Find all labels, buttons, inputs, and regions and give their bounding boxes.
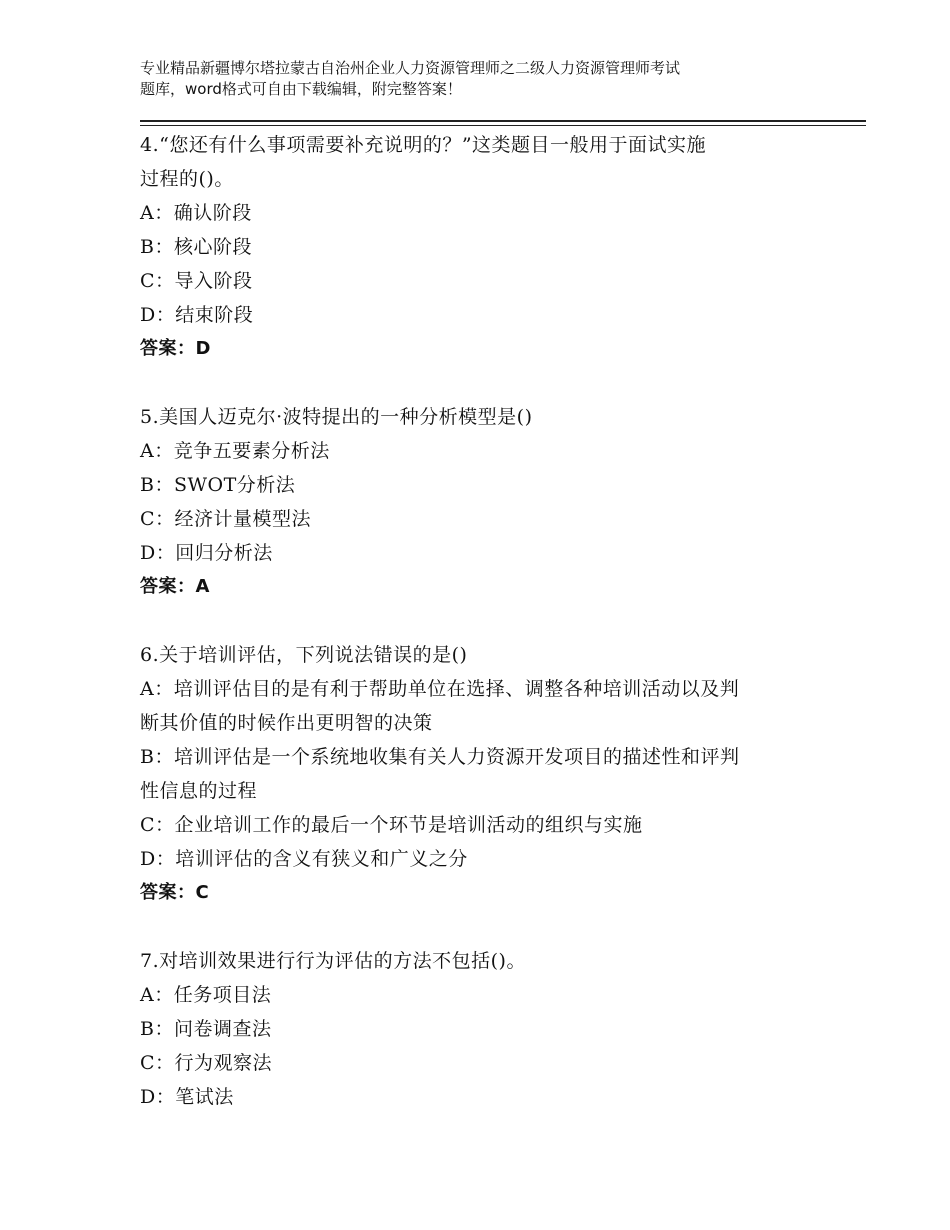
- header-line-1: 专业精品新疆博尔塔拉蒙古自治州企业人力资源管理师之二级人力资源管理师考试: [140, 59, 681, 77]
- question-stem: 7.对培训效果进行行为评估的方法不包括()。: [140, 950, 526, 972]
- answer-label: 答案：A: [140, 576, 210, 597]
- option-a: A：培训评估目的是有利于帮助单位在选择、调整各种培训活动以及判: [140, 678, 740, 700]
- option-c: C：企业培训工作的最后一个环节是培训活动的组织与实施: [140, 814, 643, 836]
- answer-label: 答案：D: [140, 338, 211, 359]
- question-4: [140, 128, 820, 366]
- question-stem: 4.“您还有什么事项需要补充说明的？”这类题目一般用于面试实施: [140, 134, 707, 156]
- option-d: D：笔试法: [140, 1086, 234, 1108]
- option-b-continued: 性信息的过程: [140, 780, 258, 802]
- option-a: A：确认阶段: [140, 202, 252, 224]
- option-d: D：结束阶段: [140, 304, 254, 326]
- option-b: B：SWOT分析法: [140, 474, 296, 496]
- option-a-continued: 断其价值的时候作出更明智的决策: [140, 712, 433, 734]
- question-7: [140, 944, 820, 1114]
- question-6: [140, 638, 820, 910]
- option-a: A：竞争五要素分析法: [140, 440, 330, 462]
- option-c: C：行为观察法: [140, 1052, 273, 1074]
- question-stem: 6.关于培训评估，下列说法错误的是(): [140, 644, 468, 666]
- option-d: D：回归分析法: [140, 542, 273, 564]
- option-a: A：任务项目法: [140, 984, 272, 1006]
- page-header: [140, 58, 840, 100]
- header-line-2: 题库，word格式可自由下载编辑，附完整答案！: [140, 80, 462, 98]
- option-c: C：导入阶段: [140, 270, 253, 292]
- header-divider-thin: [140, 125, 866, 126]
- option-d: D：培训评估的含义有狭义和广义之分: [140, 848, 468, 870]
- question-stem: 过程的()。: [140, 168, 234, 190]
- answer-label: 答案：C: [140, 882, 210, 903]
- option-b: B：核心阶段: [140, 236, 252, 258]
- option-b: B：问卷调查法: [140, 1018, 272, 1040]
- question-stem: 5.美国人迈克尔·波特提出的一种分析模型是(): [140, 406, 533, 428]
- header-divider-thick: [140, 120, 866, 122]
- option-b: B：培训评估是一个系统地收集有关人力资源开发项目的描述性和评判: [140, 746, 740, 768]
- question-list: [140, 128, 820, 1148]
- option-c: C：经济计量模型法: [140, 508, 312, 530]
- question-5: [140, 400, 820, 604]
